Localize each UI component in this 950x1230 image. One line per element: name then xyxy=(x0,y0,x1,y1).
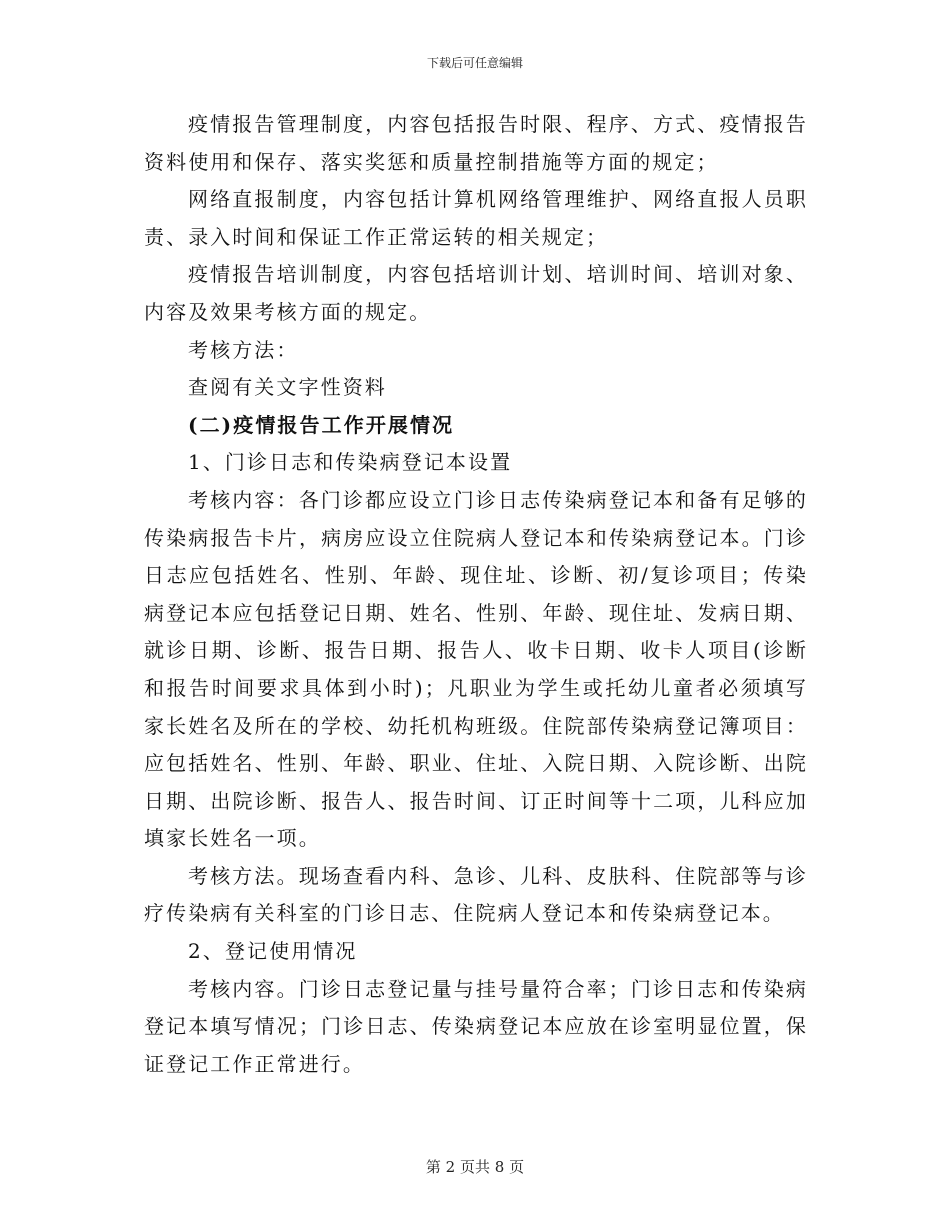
paragraph-assessment-method-label: 考核方法： xyxy=(188,337,299,362)
subsection-heading-1: 1、门诊日志和传染病登记本设置 xyxy=(188,450,513,475)
page-footer: 第 2 页共 8 页 xyxy=(425,1158,525,1176)
paragraph-training-system: 疫情报告培训制度，内容包括培训计划、培训时间、培训对象、内容及效果考核方面的规定。 xyxy=(144,262,808,324)
paragraph-review-documents: 查阅有关文字性资料 xyxy=(188,375,387,400)
paragraph-assessment-content-2: 考核内容。门诊日志登记量与挂号量符合率；门诊日志和传染病登记本填写情况；门诊日志、传染病登记本应放在诊室明显位置，保证登记工作正常进行。 xyxy=(144,976,808,1076)
paragraph-assessment-method-1: 考核方法。现场查看内科、急诊、儿科、皮肤科、住院部等与诊疗传染病有关科室的门诊日志、住院病人登记本和传染病登记本。 xyxy=(144,863,808,926)
section-heading: (二)疫情报告工作开展情况 xyxy=(188,412,455,437)
paragraph-network-reporting: 网络直报制度，内容包括计算机网络管理维护、网络直报人员职责、录入时间和保证工作正常运转的相关规定； xyxy=(144,187,808,249)
page-header: 下载后可任意编辑 xyxy=(426,56,523,70)
paragraph-assessment-content-1: 考核内容：各门诊都应设立门诊日志传染病登记本和备有足够的传染病报告卡片，病房应设立住院病人登记本和传染病登记本。门诊日志应包括姓名、性别、年龄、现住址、诊断、初/复诊项目；传染病登记本应包括登记日期、姓名、性别、年龄、现住址、发病日期、就诊日期、诊断、报告日期、报告人、收卡日期、收卡人项目(诊断和报告时间要求具体到小时)；凡职业为学生或托幼儿童者必须填写家长姓名及所在的学校、幼托机构班级。住院部传染病登记簿项目：应包括姓名、性别、年龄、职业、住址、入院日期、入院诊断、出院日期、出院诊断、报告人、报告时间、订正时间等十二项，儿科应加填家长姓名一项。 xyxy=(144,487,808,851)
document-body xyxy=(144,106,808,1083)
subsection-heading-2: 2、登记使用情况 xyxy=(188,939,358,964)
paragraph-report-management: 疫情报告管理制度，内容包括报告时限、程序、方式、疫情报告资料使用和保存、落实奖惩和质量控制措施等方面的规定； xyxy=(144,112,808,174)
